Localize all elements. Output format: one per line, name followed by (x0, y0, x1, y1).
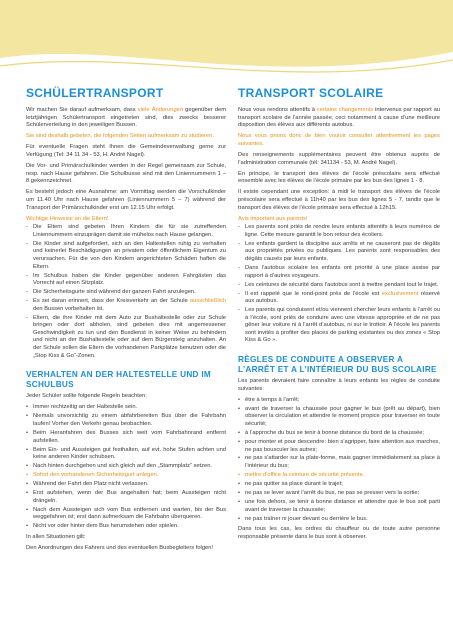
list-item: - Im Schulbus haben die Kinder gegenüber anderen Fahrgästen das Vorrecht auf einen Sitzplatz. (26, 273, 226, 288)
german-exception-paragraph: Es besteht jedoch eine Ausnahme: am Vormittag werden die Vorschulkinder um 11.40 Uhr nach Hause gefahren (Liniennummern 5 – 7) während der Transport der Primärschulkinder erst um 12.15 Uhr erfolgt. (26, 189, 226, 211)
list-item: • Immer rechtzeitig an der Haltestelle sein. (26, 404, 226, 412)
list-item: - Les parents qui conduisent et/ou viennent chercher leurs enfants à l’arrêt ou à l’école, sont priés de conduire avec une vitesse appropriée et de ne pas gêner leur voiture ni à l’arrêt d’autobus, ni sur le trottoir. A l’école les parents sont invités à profiter des places de parking existantes ou des zones « Stop Kiss & Go ». (238, 307, 440, 345)
list-item: - Dans l’autobus scolaire les enfants ont priorité à une place assise par rapport à d’autres voyageurs. (238, 265, 440, 280)
german-rules-list (26, 404, 226, 530)
german-exclusive-highlight: ausschließlich (189, 298, 226, 305)
french-closing: Dans tous les cas, les ordres du chauffeur ou de toute autre personne responsable présente dans le bus sont à observer. (238, 526, 440, 540)
french-exception-paragraph: Il existe cependant une exception: à midi le transport des élèves de l’école préscolaire sera effectué à 11h40 par les bus des lignes 5 - 7, tandis que le transport des élèves de l’école primaire sera effectué à 12h15. (238, 189, 440, 211)
list-item: • ne pas se lever avant l’arrêt du bus, ne pas se presser vers la sortie; (238, 490, 440, 498)
list-item: • Beim Heranfahren des Busses sich weit vom Fahrbahnrand entfernt aufstellen. (26, 430, 226, 445)
header-swoosh-decoration (0, 0, 453, 80)
list-item: - Es sei daran erinnert, dass der Kreisverkehr an der Schule ausschließlich den Bussen vorbehalten ist. (26, 298, 226, 313)
german-closing-2: Den Anordnungen des Fahrers und des eventuellen Busbegleiters folgen! (26, 544, 214, 551)
list-item: - Il est rappelé que le rond-point près de l’école est exclusivement réservé aux autobus. (238, 291, 440, 306)
list-item: • Niemals unvorsichtig zu einem abfahrbereiten Bus über die Fahrbahn laufen! Vorher den Verkehr genau beobachten. (26, 413, 226, 428)
german-notice: Sie sind deshalb gebeten, die folgenden Seiten aufmerksam zu studieren. (26, 133, 214, 140)
list-item: - Die Sicherheitsgurte sind während der ganzen Fahrt anzulegen. (26, 289, 226, 297)
list-item: - Les parents sont priés de rendre leurs enfants attentifs à leurs numéros de ligne. Cette mesure garantit le bon retour des écoliers. (238, 224, 440, 239)
list-item: • Sofort den vorhandenen Sicherheitsgurt anlegen. (26, 472, 226, 480)
french-subtitle: RÈGLES DE CONDUITE A OBSERVER A L’ARRÊT ET A L’INTÉRIEUR DU BUS SCOLAIRE (238, 355, 437, 374)
list-item: - Les enfants gardent la discipline aux arrêts et ne causeront pas de dégâts aux propriétés privées ou publiques. Les parents sont responsables des dégâts causés par leurs enfants. (238, 241, 440, 264)
list-item: • avant de traverser la chaussée pour gagner le bus (prêt au départ), bien observer la circulation et attendre le moment propice pour traverser en toute sécurité; (238, 406, 440, 429)
list-item: • ne pas quitter sa place durant le trajet; (238, 481, 440, 489)
french-lines-paragraph: En principe, le transport des élèves de l’école préscolaire sera effectué ensemble avec les élèves de l’école primaire par les bus des lignes 1 - 8. (238, 170, 440, 185)
french-column (238, 87, 440, 545)
german-intro: Wir machen Sie darauf aufmerksam, dass viele Änderungen gegenüber dem letztjährigen Schülertransport eingetreten sind, dies zwecks besserer Schülerverteilung in den jeweiligen Bussen. (26, 107, 226, 129)
list-item: • Erst aufstehen, wenn der Bus angehalten hat; beim Aussteigen nicht drängeln. (26, 490, 226, 505)
german-subtitle: VERHALTEN AN DER HALTESTELLE UND IM SCHULBUS (26, 370, 212, 389)
list-item: - Eltern, die ihre Kinder mit dem Auto zur Bushaltestelle oder zur Schule bringen oder dort abholen, sind gebeten dies mit angemessener Geschwindigkeit zu tun und den Busdienst in keiner Weise zu behindern und nicht an der Bushaltestelle oder auf dem Bürgersteig anzuhalten. An der Schule sollen die Eltern die vorhandenen Parkplätze benutzen oder die „Stop Kiss & Go“-Zonen. (26, 315, 226, 361)
german-intro-highlight: viele Änderungen (137, 107, 184, 113)
german-closing-1: In allen Situationen gilt: (26, 533, 86, 540)
list-item: • Beim Ein- und Aussteigen gut festhalten, auf evt. hohe Stufen achten und keine anderen Kinder schubsen. (26, 447, 226, 462)
german-title: SCHÜLERTRANSPORT (26, 86, 164, 100)
list-item: • pour monter et pour descendre: bien s’agripper, faire attention aux marches, ne pas bousculer les autres; (238, 439, 440, 454)
list-item: - Die Eltern sind gebeten Ihren Kindern die für sie zutreffenden Liniennummern einzuprägen damit sie mühelos nach Hause gelangen. (26, 224, 226, 239)
french-intro-highlight: certains changements (316, 107, 374, 113)
french-hints-list (238, 224, 440, 345)
list-item: • ne pas s’attarder sur la plate-forme, mais gagner immédiatement sa place à l’intérieur du bus; (238, 455, 440, 470)
list-item: • Nach dem Aussteigen sich vom Bus entfernen und warten, bis der Bus weggefahren ist; erst dann aufmerksam die Fahrbahn überqueren. (26, 507, 226, 522)
french-intro: Nous vous rendons attentifs à certains changements intervenus par rapport au transport scolaire de l’année passée, ceci notamment à cause d’une meilleure disposition des élèves aux différents autobus. (238, 107, 440, 129)
german-column (26, 87, 226, 556)
french-rules-intro: Les parents devraient faire connaître à leurs enfants les règles de conduite suivantes: (238, 378, 440, 392)
list-item: • Nach hinten durchgehen und sich gleich auf den „Stammplatz“ setzen. (26, 463, 226, 471)
list-item: • Während der Fahrt den Platz nicht verlassen. (26, 481, 226, 489)
french-title: TRANSPORT SCOLAIRE (238, 86, 384, 100)
german-lines-paragraph: Die Vor- und Primärschulkinder werden in der Regel gemeinsam zur Schule, resp. nach Hause gefahren. Die Schulbusse sind mit den Liniennummern 1 – 8 gekennzeichnet. (26, 163, 226, 185)
list-item: - Les ceintures de sécurité dans l’autobus sont à mettre pendant tout le trajet. (238, 282, 440, 290)
list-item: • mettre d’office la ceinture de sécurité présente. (238, 472, 440, 480)
german-hints-list (26, 224, 226, 360)
german-rules-intro: Jeder Schüler sollte folgende Regeln beachten: (26, 393, 147, 400)
list-item: • une fois dehors, se tenir à bonne distance et attendre que le bus soit parti avant de traverser la chaussée; (238, 499, 440, 514)
list-item: • ne pas traîner ni jouer devant ou derrière le bus. (238, 516, 440, 524)
french-notice: Nous vous prions donc de bien vouloir consulter attentivement les pages suivantes. (238, 133, 440, 147)
german-contact-paragraph: Für eventuelle Fragen steht Ihnen die Gemeindeverwaltung gerne zur Verfügung (Tel: 34 11 34 - 53, H. André Nagel). (26, 144, 226, 158)
french-hints-title: Avis important aux parents! (238, 215, 308, 222)
list-item: • Nicht vor oder hinter dem Bus herumstehen oder spielen. (26, 523, 226, 531)
list-item: • à l’approche du bus se tenir à bonne distance du bord de la chaussée; (238, 430, 440, 438)
list-item: • être à temps à l’arrêt; (238, 397, 440, 405)
french-contact-paragraph: Des renseignements supplémentaires peuvent être obtenus auprès de l’administration communale (tél: 341134 - 53, M. André Nagel). (238, 151, 440, 166)
german-hints-title: Wichtige Hinweise an die Eltern! (26, 215, 109, 222)
french-rules-list (238, 397, 440, 523)
list-item: - Die Kinder sind aufgefordert, sich an den Haltestellen ruhig zu verhalten und keinerlei Beschädigungen an privatem oder öffentlichem Eigentum zu verursachen. Für die von den Kindern angerichteten Schäden haften die Eltern. (26, 241, 226, 271)
